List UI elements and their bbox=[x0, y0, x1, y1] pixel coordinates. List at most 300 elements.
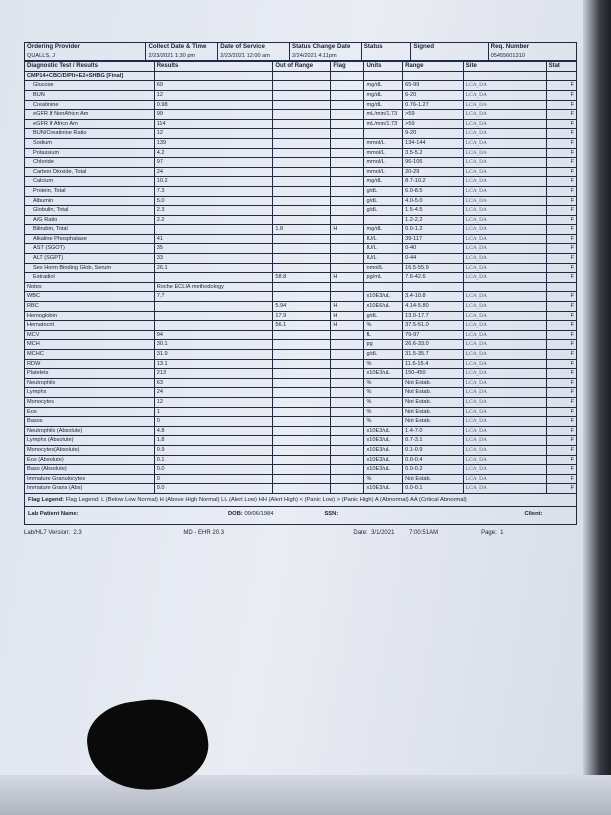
site-value: LCA_DA bbox=[463, 359, 546, 369]
flag-value bbox=[331, 263, 364, 273]
stat-value: F bbox=[546, 119, 576, 129]
site-value: LCA_DA bbox=[463, 148, 546, 158]
site-value: LCA_DA bbox=[463, 196, 546, 206]
result-value: 0.0 bbox=[154, 465, 273, 475]
site-value: LCA_DA bbox=[463, 311, 546, 321]
flag-value bbox=[331, 254, 364, 264]
result-value: 0.9 bbox=[154, 445, 273, 455]
result-value: 94 bbox=[154, 330, 273, 340]
table-row bbox=[25, 292, 577, 302]
range-value: 8.7-10.2 bbox=[403, 177, 464, 187]
result-value bbox=[154, 321, 273, 331]
panel-row bbox=[25, 71, 577, 81]
flag-value: H bbox=[331, 273, 364, 283]
units-value: g/dL bbox=[364, 206, 403, 216]
out-of-range-value bbox=[273, 484, 331, 494]
flag-value bbox=[331, 378, 364, 388]
table-row bbox=[25, 81, 577, 91]
col-flag: Flag bbox=[331, 62, 364, 72]
units-value: % bbox=[364, 417, 403, 427]
ssn-label: SSN: bbox=[324, 510, 339, 517]
units-value: % bbox=[364, 359, 403, 369]
flag-value bbox=[331, 100, 364, 110]
table-row bbox=[25, 407, 577, 417]
site-value: LCA_DA bbox=[463, 292, 546, 302]
test-name: Protein, Total bbox=[25, 186, 155, 196]
result-value bbox=[154, 311, 273, 321]
out-of-range-value bbox=[273, 119, 331, 129]
test-name: Platelets bbox=[25, 369, 155, 379]
out-of-range-value bbox=[273, 436, 331, 446]
page-number: 1 bbox=[500, 529, 504, 536]
range-value: >59 bbox=[403, 119, 464, 129]
units-value: x10E3/uL bbox=[364, 292, 403, 302]
flag-value bbox=[331, 397, 364, 407]
site-value: LCA_DA bbox=[463, 321, 546, 331]
site-value: LCA_DA bbox=[463, 244, 546, 254]
out-of-range-value bbox=[273, 148, 331, 158]
result-value: 1 bbox=[154, 407, 273, 417]
units-value bbox=[364, 282, 403, 292]
stat-value: F bbox=[546, 215, 576, 225]
col-stat: Stat bbox=[546, 62, 576, 72]
units-value: mg/dL bbox=[364, 81, 403, 91]
out-of-range-value bbox=[273, 90, 331, 100]
test-name: MCHC bbox=[25, 350, 155, 360]
table-row bbox=[25, 350, 577, 360]
flag-value bbox=[331, 445, 364, 455]
units-value: g/dL bbox=[364, 186, 403, 196]
stat-value: F bbox=[546, 311, 576, 321]
range-value: Not Estab. bbox=[403, 417, 464, 427]
test-name: Bilirubin, Total bbox=[25, 225, 155, 235]
flag-value bbox=[331, 129, 364, 139]
test-name: Potassium bbox=[25, 148, 155, 158]
out-of-range-value bbox=[273, 378, 331, 388]
flag-value bbox=[331, 177, 364, 187]
site-value: LCA_DA bbox=[463, 474, 546, 484]
table-row bbox=[25, 90, 577, 100]
units-value: mg/dL bbox=[364, 177, 403, 187]
status: Status bbox=[361, 43, 411, 61]
dob-value: 09/06/1984 bbox=[244, 510, 274, 517]
range-value: 0-44 bbox=[403, 254, 464, 264]
out-of-range-value bbox=[273, 330, 331, 340]
range-value: 0.0-0.2 bbox=[403, 465, 464, 475]
units-value: % bbox=[364, 378, 403, 388]
stat-value: F bbox=[546, 167, 576, 177]
test-name: Monocytes bbox=[25, 397, 155, 407]
table-row bbox=[25, 282, 577, 292]
site-value: LCA_DA bbox=[463, 302, 546, 312]
result-value: 139 bbox=[154, 138, 273, 148]
site-value: LCA_DA bbox=[463, 158, 546, 168]
site-value: LCA_DA bbox=[463, 436, 546, 446]
ehr-version: MD - EHR 20.3 bbox=[183, 529, 225, 536]
test-name: Chloride bbox=[25, 158, 155, 168]
stat-value: F bbox=[546, 148, 576, 158]
test-name: Alkaline Phosphatase bbox=[25, 234, 155, 244]
table-row bbox=[25, 455, 577, 465]
test-name: Neutrophils bbox=[25, 378, 155, 388]
range-value: 0.7-3.1 bbox=[403, 436, 464, 446]
range-value: >59 bbox=[403, 110, 464, 120]
out-of-range-value bbox=[273, 158, 331, 168]
table-row bbox=[25, 138, 577, 148]
site-value: LCA_DA bbox=[463, 167, 546, 177]
site-value: LCA_DA bbox=[463, 81, 546, 91]
print-time: 7:00:51AM bbox=[409, 529, 439, 536]
flag-value bbox=[331, 196, 364, 206]
table-row bbox=[25, 215, 577, 225]
stat-value: F bbox=[546, 273, 576, 283]
stat-value: F bbox=[546, 110, 576, 120]
result-value: 1.8 bbox=[154, 436, 273, 446]
result-value: 7.7 bbox=[154, 292, 273, 302]
range-value: 0.0-1.2 bbox=[403, 225, 464, 235]
test-name: BUN/Creatinine Ratio bbox=[25, 129, 155, 139]
result-value bbox=[154, 273, 273, 283]
stat-value: F bbox=[546, 397, 576, 407]
background-edge bbox=[583, 0, 611, 815]
range-value: 134-144 bbox=[403, 138, 464, 148]
result-value: 0.0 bbox=[154, 484, 273, 494]
panel-name: CMP14+CBC/D/Plt+E2+SHBG [Final] bbox=[25, 71, 155, 81]
range-value: 6-20 bbox=[403, 90, 464, 100]
site-value: LCA_DA bbox=[463, 426, 546, 436]
col-results: Results bbox=[154, 62, 273, 72]
test-name: MCV bbox=[25, 330, 155, 340]
flag-value bbox=[331, 215, 364, 225]
result-value: 97 bbox=[154, 158, 273, 168]
col-range: Range bbox=[403, 62, 464, 72]
units-value: g/dL bbox=[364, 350, 403, 360]
range-value: 6.0-8.5 bbox=[403, 186, 464, 196]
result-value: 0.98 bbox=[154, 100, 273, 110]
collect-date: Collect Date & Time 2/23/2021 1:30 pm bbox=[146, 43, 218, 61]
site-value: LCA_DA bbox=[463, 407, 546, 417]
site-value: LCA_DA bbox=[463, 273, 546, 283]
result-value: 26.1 bbox=[154, 263, 273, 273]
units-value: mmol/L bbox=[364, 167, 403, 177]
column-headers bbox=[25, 62, 577, 72]
stat-value: F bbox=[546, 321, 576, 331]
units-value: x10E3/uL bbox=[364, 436, 403, 446]
site-value: LCA_DA bbox=[463, 129, 546, 139]
test-name: Baso (Absolute) bbox=[25, 465, 155, 475]
units-value: % bbox=[364, 397, 403, 407]
flag-value bbox=[331, 350, 364, 360]
site-value: LCA_DA bbox=[463, 445, 546, 455]
table-row bbox=[25, 484, 577, 494]
range-value: 96-106 bbox=[403, 158, 464, 168]
test-name: Creatinine bbox=[25, 100, 155, 110]
out-of-range-value bbox=[273, 350, 331, 360]
site-value: LCA_DA bbox=[463, 378, 546, 388]
flag-value bbox=[331, 158, 364, 168]
out-of-range-value: 17.9 bbox=[273, 311, 331, 321]
result-value: 24 bbox=[154, 167, 273, 177]
range-value: 3.5-5.2 bbox=[403, 148, 464, 158]
units-value: mmol/L bbox=[364, 158, 403, 168]
stat-value: F bbox=[546, 186, 576, 196]
table-row bbox=[25, 167, 577, 177]
result-value: 69 bbox=[154, 81, 273, 91]
result-value: 0.1 bbox=[154, 455, 273, 465]
result-value bbox=[154, 302, 273, 312]
range-value: 0-40 bbox=[403, 244, 464, 254]
out-of-range-value bbox=[273, 215, 331, 225]
site-value: LCA_DA bbox=[463, 186, 546, 196]
table-row bbox=[25, 206, 577, 216]
flag-value bbox=[331, 90, 364, 100]
range-value: 1.2-2.2 bbox=[403, 215, 464, 225]
units-value bbox=[364, 129, 403, 139]
flag-value bbox=[331, 138, 364, 148]
test-name: Basos bbox=[25, 417, 155, 427]
result-value: 7.3 bbox=[154, 186, 273, 196]
flag-value bbox=[331, 426, 364, 436]
test-name: Lymphs bbox=[25, 388, 155, 398]
site-value: LCA_DA bbox=[463, 369, 546, 379]
stat-value: F bbox=[546, 465, 576, 475]
col-out-of-range: Out of Range bbox=[273, 62, 331, 72]
test-name: MCH bbox=[25, 340, 155, 350]
flag-value bbox=[331, 282, 364, 292]
result-value: 5.0 bbox=[154, 196, 273, 206]
flag-value bbox=[331, 407, 364, 417]
test-name: ALT (SGPT) bbox=[25, 254, 155, 264]
table-row bbox=[25, 369, 577, 379]
test-name: RBC bbox=[25, 302, 155, 312]
range-value: Not Estab. bbox=[403, 474, 464, 484]
background-surface bbox=[0, 775, 611, 815]
units-value: % bbox=[364, 321, 403, 331]
site-value: LCA_DA bbox=[463, 340, 546, 350]
stat-value: F bbox=[546, 359, 576, 369]
units-value: IU/L bbox=[364, 254, 403, 264]
flag-value bbox=[331, 234, 364, 244]
table-row bbox=[25, 359, 577, 369]
test-name: Albumin bbox=[25, 196, 155, 206]
flag-value bbox=[331, 81, 364, 91]
table-row bbox=[25, 254, 577, 264]
site-value: LCA_DA bbox=[463, 206, 546, 216]
flag-value bbox=[331, 465, 364, 475]
out-of-range-value bbox=[273, 359, 331, 369]
out-of-range-value bbox=[273, 426, 331, 436]
patient-info: Lab Patient Name: DOB: 09/06/1984 SSN: Client: bbox=[24, 507, 577, 525]
site-value: LCA_DA bbox=[463, 254, 546, 264]
flag-value bbox=[331, 369, 364, 379]
table-row bbox=[25, 397, 577, 407]
test-name: A/G Ratio bbox=[25, 215, 155, 225]
result-value: 4.8 bbox=[154, 426, 273, 436]
flag-value bbox=[331, 167, 364, 177]
range-value: 1.5-4.5 bbox=[403, 206, 464, 216]
result-value: 0 bbox=[154, 417, 273, 427]
test-name: Immature Granulocytes bbox=[25, 474, 155, 484]
table-row bbox=[25, 177, 577, 187]
result-value: 33 bbox=[154, 254, 273, 264]
site-value: LCA_DA bbox=[463, 263, 546, 273]
test-name: Immature Grans (Abs) bbox=[25, 484, 155, 494]
stat-value: F bbox=[546, 138, 576, 148]
test-name: Glucose bbox=[25, 81, 155, 91]
test-name: AST (SGOT) bbox=[25, 244, 155, 254]
units-value: fL bbox=[364, 330, 403, 340]
range-value: Not Estab. bbox=[403, 397, 464, 407]
flag-value bbox=[331, 119, 364, 129]
stat-value: F bbox=[546, 484, 576, 494]
stat-value: F bbox=[546, 302, 576, 312]
out-of-range-value bbox=[273, 474, 331, 484]
out-of-range-value bbox=[273, 196, 331, 206]
client-label: Client: bbox=[524, 510, 543, 517]
range-value: 39-117 bbox=[403, 234, 464, 244]
test-name: BUN bbox=[25, 90, 155, 100]
flag-value bbox=[331, 417, 364, 427]
table-row bbox=[25, 445, 577, 455]
stat-value: F bbox=[546, 129, 576, 139]
units-value: IU/L bbox=[364, 234, 403, 244]
out-of-range-value: 58.8 bbox=[273, 273, 331, 283]
site-value: LCA_DA bbox=[463, 417, 546, 427]
flag-value bbox=[331, 359, 364, 369]
out-of-range-value bbox=[273, 292, 331, 302]
result-value: 24 bbox=[154, 388, 273, 398]
site-value: LCA_DA bbox=[463, 119, 546, 129]
range-value: 0.0-0.4 bbox=[403, 455, 464, 465]
stat-value: F bbox=[546, 225, 576, 235]
result-value: 13.1 bbox=[154, 359, 273, 369]
out-of-range-value bbox=[273, 465, 331, 475]
flag-value bbox=[331, 388, 364, 398]
signed: Signed bbox=[411, 43, 488, 61]
test-name: Hemoglobin bbox=[25, 311, 155, 321]
out-of-range-value bbox=[273, 407, 331, 417]
flag-value bbox=[331, 148, 364, 158]
units-value: mg/dL bbox=[364, 90, 403, 100]
units-value: pg/mL bbox=[364, 273, 403, 283]
out-of-range-value bbox=[273, 282, 331, 292]
table-row bbox=[25, 129, 577, 139]
stat-value: F bbox=[546, 254, 576, 264]
table-row bbox=[25, 244, 577, 254]
stat-value: F bbox=[546, 350, 576, 360]
out-of-range-value bbox=[273, 417, 331, 427]
site-value: LCA_DA bbox=[463, 90, 546, 100]
print-date: 3/1/2021 bbox=[371, 529, 395, 536]
site-value: LCA_DA bbox=[463, 138, 546, 148]
out-of-range-value bbox=[273, 129, 331, 139]
table-row bbox=[25, 340, 577, 350]
result-value: 12 bbox=[154, 397, 273, 407]
table-row bbox=[25, 119, 577, 129]
site-value bbox=[463, 282, 546, 292]
result-value bbox=[154, 225, 273, 235]
units-value: g/dL bbox=[364, 196, 403, 206]
result-value: 10.2 bbox=[154, 177, 273, 187]
stat-value: F bbox=[546, 388, 576, 398]
result-value: 4.2 bbox=[154, 148, 273, 158]
out-of-range-value bbox=[273, 206, 331, 216]
stat-value: F bbox=[546, 292, 576, 302]
test-name: WBC bbox=[25, 292, 155, 302]
units-value: mL/min/1.73 bbox=[364, 119, 403, 129]
table-row bbox=[25, 148, 577, 158]
result-value: 35 bbox=[154, 244, 273, 254]
table-row bbox=[25, 158, 577, 168]
result-value: 2.2 bbox=[154, 215, 273, 225]
result-value: 63 bbox=[154, 378, 273, 388]
stat-value: F bbox=[546, 244, 576, 254]
flag-value bbox=[331, 455, 364, 465]
table-row bbox=[25, 273, 577, 283]
out-of-range-value bbox=[273, 263, 331, 273]
version-value: 2.3 bbox=[73, 529, 82, 536]
out-of-range-value bbox=[273, 110, 331, 120]
table-row bbox=[25, 110, 577, 120]
test-name: Lymphs (Absolute) bbox=[25, 436, 155, 446]
units-value: % bbox=[364, 388, 403, 398]
site-value: LCA_DA bbox=[463, 110, 546, 120]
test-name: Eos bbox=[25, 407, 155, 417]
table-row bbox=[25, 302, 577, 312]
range-value: 0.1-0.9 bbox=[403, 445, 464, 455]
stat-value: F bbox=[546, 407, 576, 417]
col-units: Units bbox=[364, 62, 403, 72]
flag-value: H bbox=[331, 225, 364, 235]
results-table bbox=[24, 61, 577, 494]
table-row bbox=[25, 426, 577, 436]
result-value: 12 bbox=[154, 129, 273, 139]
test-name: Sex Horm Binding Glob, Serum bbox=[25, 263, 155, 273]
flag-value bbox=[331, 484, 364, 494]
range-value: 3.4-10.8 bbox=[403, 292, 464, 302]
units-value: mmol/L bbox=[364, 148, 403, 158]
range-value: 13.0-17.7 bbox=[403, 311, 464, 321]
units-value: x10E3/uL bbox=[364, 369, 403, 379]
patient-name-label: Lab Patient Name: bbox=[28, 510, 79, 517]
site-value: LCA_DA bbox=[463, 100, 546, 110]
test-name: eGFR If NonAfricn Am bbox=[25, 110, 155, 120]
out-of-range-value bbox=[273, 177, 331, 187]
out-of-range-value: 1.8 bbox=[273, 225, 331, 235]
range-value: 0.0-0.1 bbox=[403, 484, 464, 494]
site-value: LCA_DA bbox=[463, 455, 546, 465]
out-of-range-value bbox=[273, 340, 331, 350]
stat-value bbox=[546, 282, 576, 292]
test-name: Estradiol bbox=[25, 273, 155, 283]
flag-value: H bbox=[331, 311, 364, 321]
range-value: 9-20 bbox=[403, 129, 464, 139]
result-value: 12 bbox=[154, 90, 273, 100]
report-header bbox=[24, 42, 577, 61]
site-value: LCA_DA bbox=[463, 234, 546, 244]
test-name: Calcium bbox=[25, 177, 155, 187]
units-value: mmol/L bbox=[364, 138, 403, 148]
stat-value: F bbox=[546, 100, 576, 110]
result-value: 30.1 bbox=[154, 340, 273, 350]
units-value: x10E6/uL bbox=[364, 302, 403, 312]
out-of-range-value: 5.94 bbox=[273, 302, 331, 312]
test-name: Globulin, Total bbox=[25, 206, 155, 216]
range-value: Not Estab. bbox=[403, 388, 464, 398]
test-name: Eos (Absolute) bbox=[25, 455, 155, 465]
stat-value: F bbox=[546, 455, 576, 465]
result-value: Roche ECLIA methodology bbox=[154, 282, 273, 292]
